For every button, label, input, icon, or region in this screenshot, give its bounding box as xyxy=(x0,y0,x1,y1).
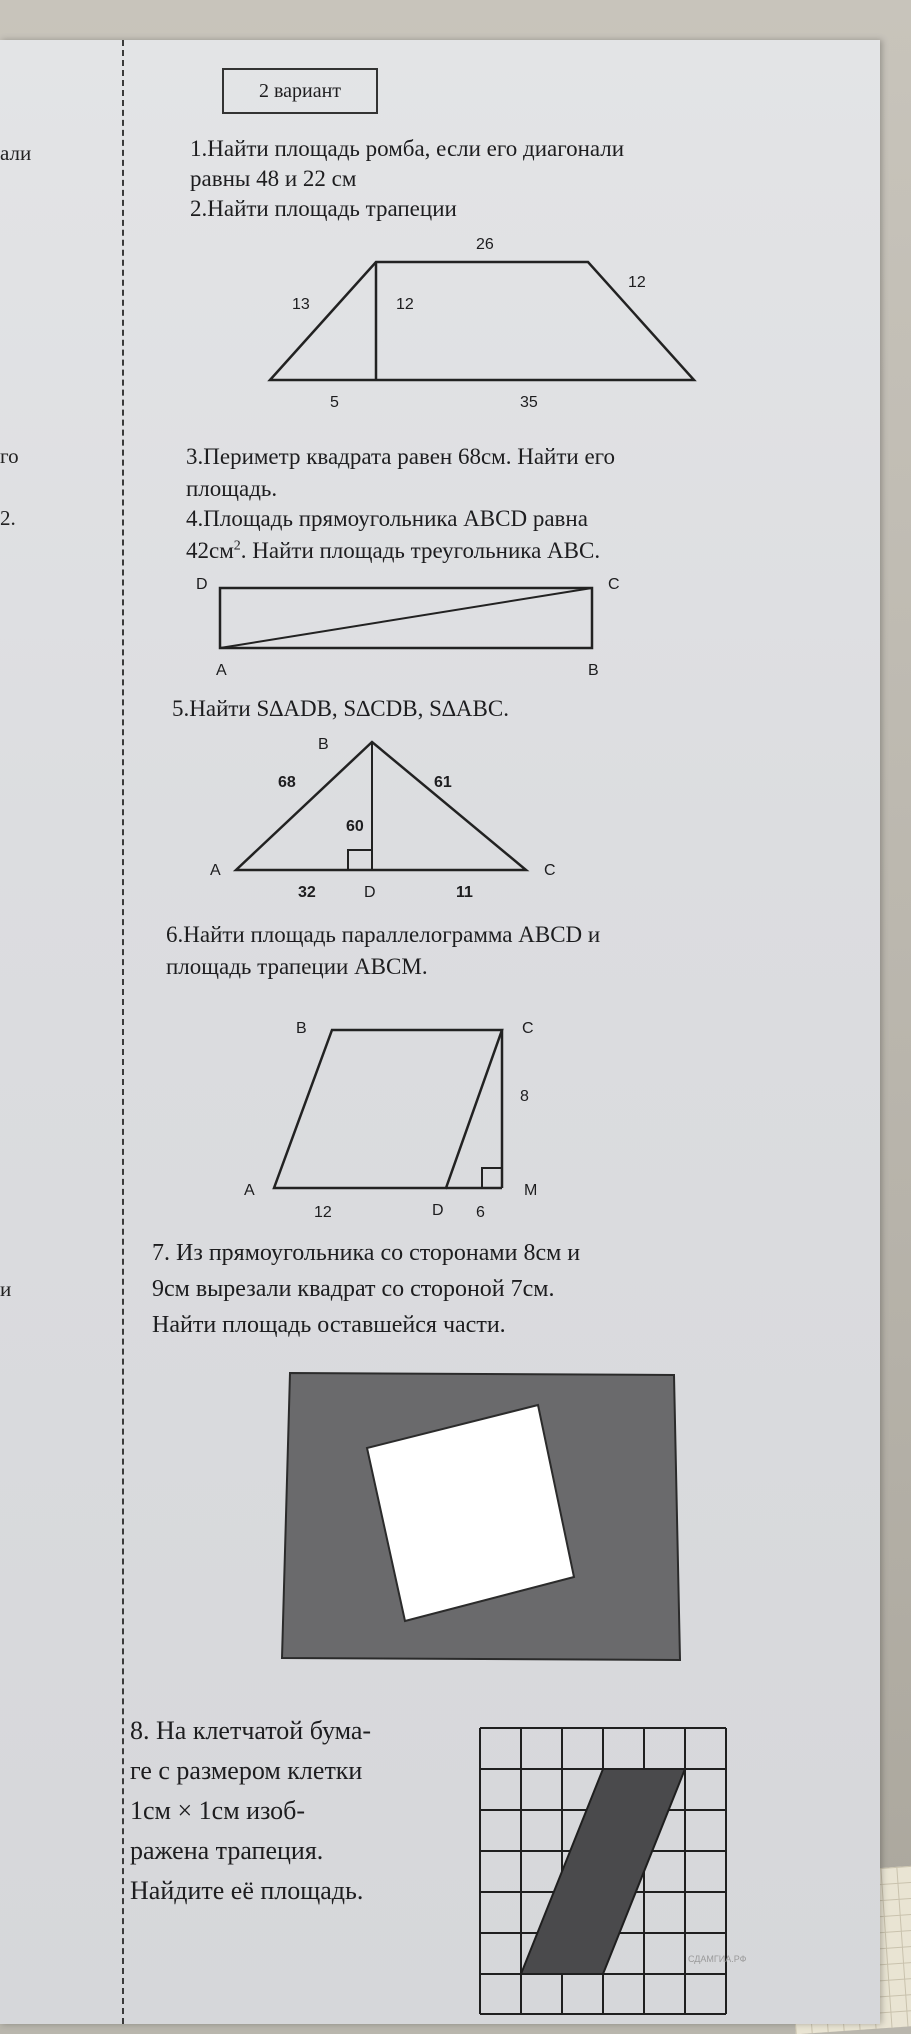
triangle-vertex-a: A xyxy=(210,862,221,879)
task3-line2: площадь. xyxy=(186,476,278,501)
triangle-vertex-b: B xyxy=(318,736,329,753)
left-fragment-4: и xyxy=(0,1277,12,1301)
rect-vertex-b: B xyxy=(588,662,599,679)
task7-line3: Найти площадь оставшейся части. xyxy=(152,1312,506,1338)
task4-line2: $42см^2$. Найти площадь треугольника ABC. xyxy=(186,538,601,563)
task6-line1: 6.Найти площадь параллелограмма ABCD и xyxy=(166,922,601,947)
variant-label: 2 вариант xyxy=(222,68,378,114)
triangle-ad-label: 32 xyxy=(298,884,316,901)
task8-line3: 1см × 1см изоб- xyxy=(130,1796,306,1825)
task8-line4: ражена трапеция. xyxy=(130,1836,324,1865)
parallelogram-vertex-d: D xyxy=(432,1202,444,1219)
left-fragment-2: го xyxy=(0,444,19,468)
task1-line2: равны 48 и 22 см xyxy=(190,166,357,191)
triangle-ab-label: 68 xyxy=(278,774,296,791)
task6-line2: площадь трапеции ABCM. xyxy=(166,954,428,979)
triangle-bd-label: 60 xyxy=(346,818,364,835)
task3-line1: 3.Периметр квадрата равен 68см. Найти его xyxy=(186,444,616,469)
task4-line1: 4.Площадь прямоугольника ABCD равна xyxy=(186,506,588,531)
parallelogram-ad-label: 12 xyxy=(314,1204,332,1221)
triangle-vertex-c: C xyxy=(544,862,556,879)
task8-line5: Найдите её площадь. xyxy=(130,1876,364,1905)
parallelogram-dm-label: 6 xyxy=(476,1204,485,1221)
task7-line1: 7. Из прямоугольника со сторонами 8см и xyxy=(152,1240,581,1266)
trapezoid-right-label: 12 xyxy=(628,274,646,291)
parallelogram-vertex-c: C xyxy=(522,1020,534,1037)
triangle-dc-label: 11 xyxy=(456,884,473,901)
triangle-bc-label: 61 xyxy=(434,774,452,791)
left-fragment-3: 2. xyxy=(0,506,16,530)
parallelogram-vertex-b: B xyxy=(296,1020,307,1037)
trapezoid-height-label: 12 xyxy=(396,296,414,313)
parallelogram-cm-label: 8 xyxy=(520,1088,529,1105)
task8-line2: ге с размером клетки xyxy=(130,1756,363,1785)
trapezoid-left-label: 13 xyxy=(292,296,310,313)
left-fragment-1: али xyxy=(0,141,32,165)
sdamgia-watermark: СДАМГИА.РФ xyxy=(688,1954,747,1964)
trapezoid-bottom-right-label: 35 xyxy=(520,394,538,411)
trapezoid-bottom-left-label: 5 xyxy=(330,394,339,411)
task2-line1: 2.Найти площадь трапеции xyxy=(190,196,457,221)
triangle-vertex-d: D xyxy=(364,884,376,901)
task7-line2: 9см вырезали квадрат со стороной 7см. xyxy=(152,1276,555,1302)
rect-vertex-d: D xyxy=(196,576,208,593)
task8-line1: 8. На клетчатой бума- xyxy=(130,1716,372,1745)
parallelogram-vertex-m: M xyxy=(524,1182,538,1199)
trapezoid-top-label: 26 xyxy=(476,236,494,253)
parallelogram-vertex-a: A xyxy=(244,1182,255,1199)
task1-line1: 1.Найти площадь ромба, если его диагонали xyxy=(190,136,625,161)
rect-vertex-a: A xyxy=(216,662,227,679)
task5-line1: 5.Найти S∆ADB, S∆CDB, S∆ABC. xyxy=(172,696,509,721)
rect-vertex-c: C xyxy=(608,576,620,593)
